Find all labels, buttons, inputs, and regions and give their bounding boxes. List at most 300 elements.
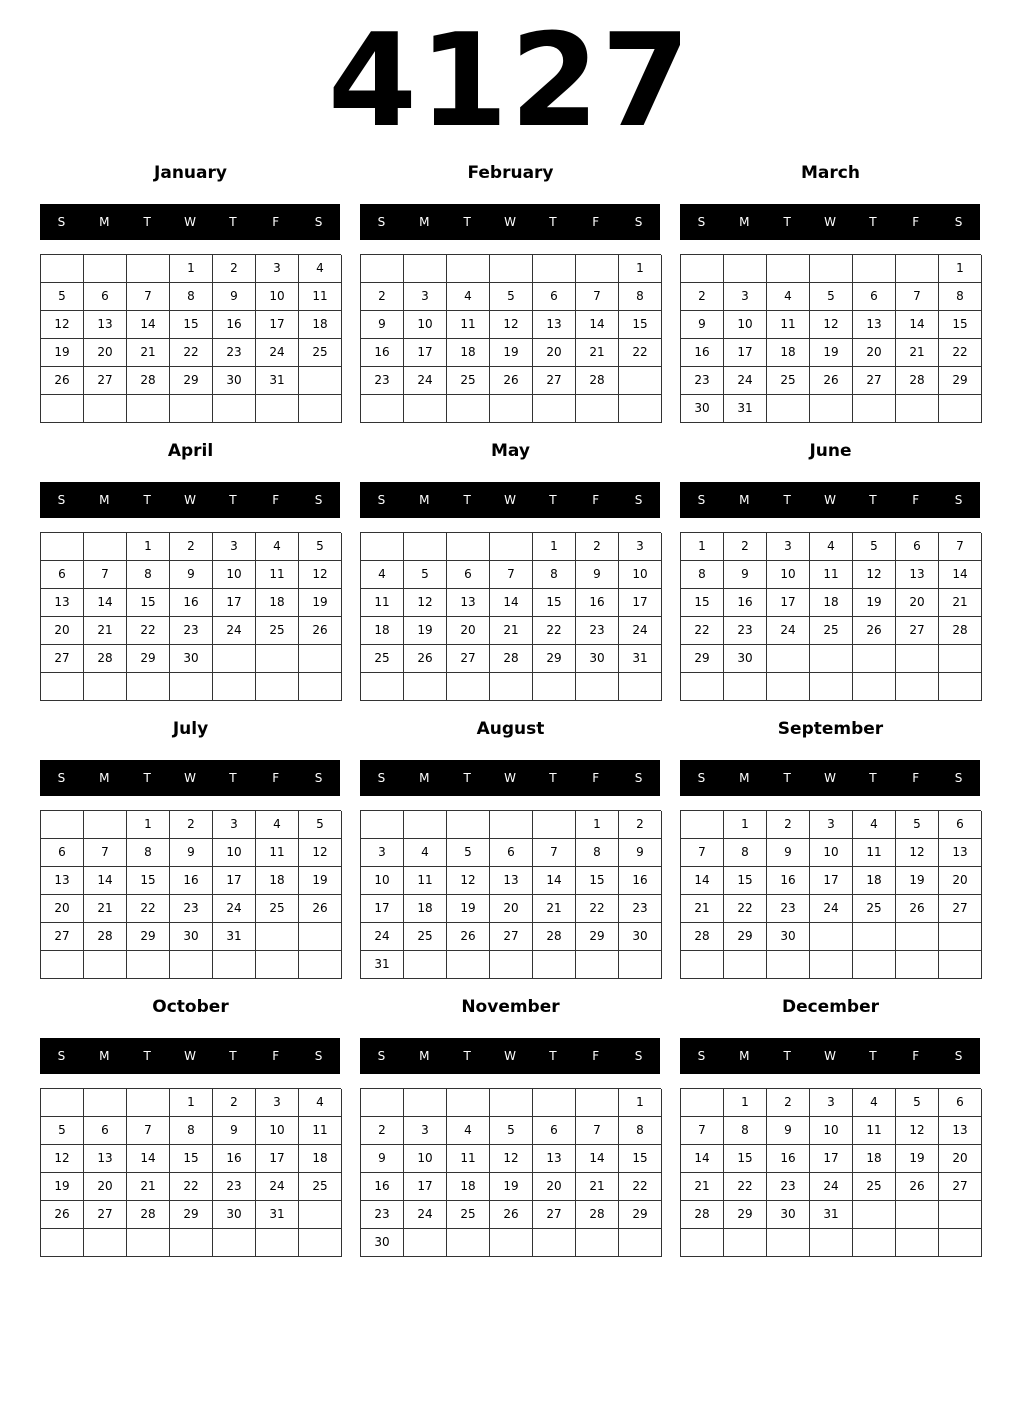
day-cell: 28 xyxy=(939,617,982,645)
day-cell: 30 xyxy=(724,645,767,673)
empty-day-cell xyxy=(490,533,533,561)
day-cell: 20 xyxy=(490,895,533,923)
day-cell: 25 xyxy=(256,895,299,923)
weekday-label: S xyxy=(57,215,66,229)
weekday-label: S xyxy=(377,1049,386,1063)
weekday-label: S xyxy=(377,215,386,229)
day-cell: 12 xyxy=(447,867,490,895)
empty-day-cell xyxy=(896,395,939,423)
day-cell: 6 xyxy=(490,839,533,867)
day-cell: 22 xyxy=(724,895,767,923)
weekday-label: S xyxy=(697,493,706,507)
day-grid xyxy=(360,810,661,979)
day-cell: 1 xyxy=(170,1089,213,1117)
empty-day-cell xyxy=(853,951,896,979)
empty-day-cell xyxy=(533,255,576,283)
day-cell: 27 xyxy=(41,645,84,673)
empty-day-cell xyxy=(490,1229,533,1257)
empty-day-cell xyxy=(576,1229,619,1257)
day-cell: 29 xyxy=(939,367,982,395)
day-cell: 20 xyxy=(84,1173,127,1201)
empty-day-cell xyxy=(84,673,127,701)
day-cell: 18 xyxy=(404,895,447,923)
day-cell: 31 xyxy=(810,1201,853,1229)
weekday-label: W xyxy=(824,215,836,229)
weekday-label: M xyxy=(99,771,110,785)
day-cell: 8 xyxy=(724,839,767,867)
day-cell: 9 xyxy=(170,561,213,589)
day-cell: 4 xyxy=(299,255,342,283)
empty-day-cell xyxy=(767,645,810,673)
weekday-label: W xyxy=(824,493,836,507)
day-cell: 12 xyxy=(896,839,939,867)
day-cell: 29 xyxy=(619,1201,662,1229)
day-cell: 19 xyxy=(490,1173,533,1201)
day-cell: 28 xyxy=(896,367,939,395)
weekday-label: M xyxy=(739,771,750,785)
day-cell: 3 xyxy=(404,1117,447,1145)
weekday-label: T xyxy=(463,1049,471,1063)
day-cell: 8 xyxy=(170,283,213,311)
day-cell: 9 xyxy=(361,311,404,339)
month-name: May xyxy=(491,441,530,461)
day-cell: 12 xyxy=(810,311,853,339)
day-cell: 1 xyxy=(127,533,170,561)
empty-day-cell xyxy=(256,1229,299,1257)
empty-day-cell xyxy=(404,1229,447,1257)
weekday-label: S xyxy=(954,771,963,785)
day-cell: 18 xyxy=(810,589,853,617)
day-cell: 1 xyxy=(619,255,662,283)
empty-day-cell xyxy=(84,1089,127,1117)
day-cell: 20 xyxy=(533,1173,576,1201)
day-cell: 5 xyxy=(853,533,896,561)
day-cell: 29 xyxy=(724,1201,767,1229)
day-cell: 9 xyxy=(619,839,662,867)
day-cell: 18 xyxy=(256,589,299,617)
day-cell: 5 xyxy=(404,561,447,589)
day-cell: 6 xyxy=(939,811,982,839)
empty-day-cell xyxy=(490,255,533,283)
day-cell: 22 xyxy=(681,617,724,645)
day-cell: 13 xyxy=(853,311,896,339)
empty-day-cell xyxy=(724,255,767,283)
day-cell: 26 xyxy=(41,1201,84,1229)
day-cell: 22 xyxy=(619,1173,662,1201)
day-cell: 6 xyxy=(84,283,127,311)
day-cell: 24 xyxy=(767,617,810,645)
day-cell: 21 xyxy=(84,617,127,645)
day-cell: 31 xyxy=(213,923,256,951)
weekday-label: T xyxy=(229,1049,237,1063)
day-cell: 7 xyxy=(939,533,982,561)
weekday-label: F xyxy=(912,1049,920,1063)
empty-day-cell xyxy=(127,951,170,979)
day-cell: 31 xyxy=(256,1201,299,1229)
day-cell: 22 xyxy=(939,339,982,367)
day-cell: 23 xyxy=(576,617,619,645)
weekday-header xyxy=(40,760,340,796)
empty-day-cell xyxy=(170,395,213,423)
empty-day-cell xyxy=(41,673,84,701)
day-cell: 23 xyxy=(724,617,767,645)
day-cell: 22 xyxy=(127,895,170,923)
day-cell: 7 xyxy=(576,283,619,311)
month-name: December xyxy=(781,997,880,1017)
day-cell: 15 xyxy=(127,867,170,895)
day-cell: 8 xyxy=(619,1117,662,1145)
empty-day-cell xyxy=(576,1089,619,1117)
day-cell: 25 xyxy=(853,895,896,923)
day-cell: 26 xyxy=(896,1173,939,1201)
day-cell: 4 xyxy=(256,533,299,561)
day-cell: 18 xyxy=(299,311,342,339)
day-cell: 15 xyxy=(619,311,662,339)
day-cell: 8 xyxy=(170,1117,213,1145)
day-cell: 26 xyxy=(853,617,896,645)
empty-day-cell xyxy=(447,1229,490,1257)
day-cell: 9 xyxy=(681,311,724,339)
empty-day-cell xyxy=(490,395,533,423)
day-cell: 24 xyxy=(404,1201,447,1229)
day-cell: 8 xyxy=(127,839,170,867)
day-cell: 6 xyxy=(533,1117,576,1145)
day-cell: 12 xyxy=(41,311,84,339)
day-cell: 2 xyxy=(170,533,213,561)
day-cell: 11 xyxy=(361,589,404,617)
empty-day-cell xyxy=(490,1089,533,1117)
empty-day-cell xyxy=(681,951,724,979)
day-cell: 26 xyxy=(41,367,84,395)
day-cell: 5 xyxy=(299,811,342,839)
weekday-label: S xyxy=(697,771,706,785)
weekday-label: M xyxy=(99,215,110,229)
day-cell: 4 xyxy=(299,1089,342,1117)
day-cell: 16 xyxy=(619,867,662,895)
day-cell: 14 xyxy=(490,589,533,617)
day-cell: 1 xyxy=(170,255,213,283)
day-cell: 11 xyxy=(853,839,896,867)
weekday-label: S xyxy=(954,1049,963,1063)
day-cell: 17 xyxy=(213,589,256,617)
day-cell: 3 xyxy=(404,283,447,311)
day-cell: 22 xyxy=(576,895,619,923)
weekday-label: T xyxy=(549,215,557,229)
day-cell: 16 xyxy=(213,311,256,339)
day-cell: 24 xyxy=(810,895,853,923)
day-cell: 16 xyxy=(170,867,213,895)
day-cell: 7 xyxy=(896,283,939,311)
weekday-label: S xyxy=(377,771,386,785)
day-cell: 10 xyxy=(404,311,447,339)
empty-day-cell xyxy=(299,951,342,979)
weekday-label: T xyxy=(463,215,471,229)
day-cell: 31 xyxy=(361,951,404,979)
weekday-header xyxy=(680,204,980,240)
weekday-label: W xyxy=(184,215,196,229)
day-cell: 14 xyxy=(681,1145,724,1173)
empty-day-cell xyxy=(170,1229,213,1257)
empty-day-cell xyxy=(213,645,256,673)
day-cell: 15 xyxy=(533,589,576,617)
day-cell: 13 xyxy=(533,311,576,339)
day-cell: 5 xyxy=(447,839,490,867)
day-cell: 21 xyxy=(490,617,533,645)
day-cell: 7 xyxy=(84,839,127,867)
empty-day-cell xyxy=(619,395,662,423)
day-cell: 7 xyxy=(84,561,127,589)
empty-day-cell xyxy=(299,923,342,951)
day-cell: 4 xyxy=(853,1089,896,1117)
day-cell: 14 xyxy=(127,311,170,339)
empty-day-cell xyxy=(84,533,127,561)
month-name: February xyxy=(467,163,554,183)
day-cell: 21 xyxy=(681,895,724,923)
empty-day-cell xyxy=(256,645,299,673)
day-cell: 6 xyxy=(447,561,490,589)
day-cell: 17 xyxy=(810,867,853,895)
weekday-label: W xyxy=(184,771,196,785)
day-cell: 13 xyxy=(939,1117,982,1145)
day-cell: 1 xyxy=(619,1089,662,1117)
day-cell: 21 xyxy=(127,339,170,367)
empty-day-cell xyxy=(404,1089,447,1117)
day-cell: 4 xyxy=(447,1117,490,1145)
day-grid xyxy=(680,254,981,423)
empty-day-cell xyxy=(299,1229,342,1257)
day-cell: 1 xyxy=(127,811,170,839)
empty-day-cell xyxy=(84,395,127,423)
day-cell: 15 xyxy=(681,589,724,617)
day-cell: 22 xyxy=(170,1173,213,1201)
empty-day-cell xyxy=(361,255,404,283)
empty-day-cell xyxy=(256,951,299,979)
day-cell: 29 xyxy=(576,923,619,951)
empty-day-cell xyxy=(853,255,896,283)
day-cell: 19 xyxy=(447,895,490,923)
empty-day-cell xyxy=(361,1089,404,1117)
weekday-label: T xyxy=(783,215,791,229)
day-cell: 8 xyxy=(576,839,619,867)
day-cell: 19 xyxy=(853,589,896,617)
day-cell: 26 xyxy=(299,895,342,923)
day-cell: 15 xyxy=(576,867,619,895)
day-cell: 8 xyxy=(533,561,576,589)
empty-day-cell xyxy=(939,673,982,701)
day-cell: 25 xyxy=(853,1173,896,1201)
day-cell: 23 xyxy=(213,339,256,367)
day-cell: 2 xyxy=(767,811,810,839)
day-cell: 1 xyxy=(576,811,619,839)
weekday-label: M xyxy=(419,1049,430,1063)
day-cell: 31 xyxy=(619,645,662,673)
day-cell: 27 xyxy=(939,1173,982,1201)
empty-day-cell xyxy=(576,255,619,283)
day-cell: 30 xyxy=(767,923,810,951)
day-cell: 28 xyxy=(681,1201,724,1229)
month-name: July xyxy=(172,719,209,739)
empty-day-cell xyxy=(767,951,810,979)
day-cell: 21 xyxy=(127,1173,170,1201)
day-cell: 4 xyxy=(404,839,447,867)
weekday-label: F xyxy=(912,771,920,785)
day-cell: 23 xyxy=(767,1173,810,1201)
weekday-label: M xyxy=(739,1049,750,1063)
weekday-label: T xyxy=(143,215,151,229)
day-cell: 21 xyxy=(84,895,127,923)
day-grid xyxy=(40,254,341,423)
day-cell: 9 xyxy=(767,839,810,867)
day-cell: 23 xyxy=(361,367,404,395)
day-cell: 24 xyxy=(213,617,256,645)
day-cell: 10 xyxy=(810,1117,853,1145)
day-cell: 20 xyxy=(447,617,490,645)
day-cell: 17 xyxy=(256,1145,299,1173)
weekday-label: S xyxy=(314,493,323,507)
day-cell: 24 xyxy=(256,1173,299,1201)
day-cell: 25 xyxy=(447,1201,490,1229)
day-cell: 22 xyxy=(127,617,170,645)
empty-day-cell xyxy=(619,1229,662,1257)
day-cell: 24 xyxy=(361,923,404,951)
empty-day-cell xyxy=(361,395,404,423)
weekday-label: T xyxy=(229,493,237,507)
day-grid xyxy=(680,1088,981,1257)
empty-day-cell xyxy=(127,1229,170,1257)
day-cell: 7 xyxy=(681,1117,724,1145)
day-cell: 4 xyxy=(256,811,299,839)
empty-day-cell xyxy=(84,1229,127,1257)
empty-day-cell xyxy=(84,811,127,839)
day-cell: 13 xyxy=(490,867,533,895)
day-cell: 10 xyxy=(213,839,256,867)
day-cell: 12 xyxy=(41,1145,84,1173)
day-cell: 30 xyxy=(213,367,256,395)
day-grid xyxy=(40,1088,341,1257)
empty-day-cell xyxy=(404,395,447,423)
month-name: August xyxy=(476,719,545,739)
day-cell: 30 xyxy=(681,395,724,423)
weekday-label: S xyxy=(634,493,643,507)
day-cell: 5 xyxy=(810,283,853,311)
weekday-header xyxy=(680,760,980,796)
day-cell: 18 xyxy=(447,339,490,367)
day-cell: 24 xyxy=(810,1173,853,1201)
empty-day-cell xyxy=(767,673,810,701)
empty-day-cell xyxy=(939,395,982,423)
day-cell: 10 xyxy=(724,311,767,339)
day-cell: 9 xyxy=(767,1117,810,1145)
weekday-header xyxy=(360,482,660,518)
day-cell: 14 xyxy=(84,867,127,895)
day-cell: 19 xyxy=(299,867,342,895)
day-cell: 9 xyxy=(213,1117,256,1145)
day-cell: 13 xyxy=(41,589,84,617)
empty-day-cell xyxy=(767,1229,810,1257)
weekday-label: S xyxy=(634,215,643,229)
weekday-label: T xyxy=(869,771,877,785)
day-cell: 20 xyxy=(84,339,127,367)
day-cell: 10 xyxy=(767,561,810,589)
day-cell: 7 xyxy=(533,839,576,867)
weekday-label: W xyxy=(824,771,836,785)
day-cell: 6 xyxy=(896,533,939,561)
day-cell: 25 xyxy=(299,339,342,367)
empty-day-cell xyxy=(853,923,896,951)
weekday-label: T xyxy=(229,771,237,785)
day-cell: 13 xyxy=(84,1145,127,1173)
day-cell: 30 xyxy=(361,1229,404,1257)
day-grid xyxy=(40,810,341,979)
day-cell: 12 xyxy=(853,561,896,589)
weekday-label: T xyxy=(229,215,237,229)
day-cell: 16 xyxy=(724,589,767,617)
empty-day-cell xyxy=(41,255,84,283)
day-cell: 9 xyxy=(170,839,213,867)
day-cell: 9 xyxy=(724,561,767,589)
day-cell: 24 xyxy=(256,339,299,367)
day-cell: 11 xyxy=(299,283,342,311)
weekday-header xyxy=(40,482,340,518)
day-cell: 10 xyxy=(256,1117,299,1145)
empty-day-cell xyxy=(810,255,853,283)
empty-day-cell xyxy=(41,395,84,423)
day-cell: 2 xyxy=(213,1089,256,1117)
day-grid xyxy=(360,1088,661,1257)
day-cell: 24 xyxy=(724,367,767,395)
day-cell: 23 xyxy=(170,617,213,645)
day-cell: 19 xyxy=(299,589,342,617)
day-cell: 14 xyxy=(939,561,982,589)
empty-day-cell xyxy=(576,951,619,979)
empty-day-cell xyxy=(404,673,447,701)
weekday-label: M xyxy=(419,771,430,785)
day-cell: 13 xyxy=(896,561,939,589)
empty-day-cell xyxy=(127,395,170,423)
weekday-label: M xyxy=(739,493,750,507)
day-cell: 17 xyxy=(404,339,447,367)
weekday-label: M xyxy=(99,1049,110,1063)
empty-day-cell xyxy=(810,1229,853,1257)
day-cell: 25 xyxy=(256,617,299,645)
weekday-label: S xyxy=(954,215,963,229)
day-cell: 27 xyxy=(490,923,533,951)
empty-day-cell xyxy=(213,395,256,423)
day-cell: 9 xyxy=(213,283,256,311)
day-cell: 11 xyxy=(853,1117,896,1145)
empty-day-cell xyxy=(896,923,939,951)
weekday-label: T xyxy=(783,493,791,507)
day-cell: 23 xyxy=(619,895,662,923)
day-cell: 1 xyxy=(533,533,576,561)
day-cell: 23 xyxy=(767,895,810,923)
weekday-label: F xyxy=(592,215,600,229)
weekday-header xyxy=(680,1038,980,1074)
day-cell: 29 xyxy=(681,645,724,673)
day-cell: 19 xyxy=(896,1145,939,1173)
day-cell: 12 xyxy=(404,589,447,617)
weekday-label: T xyxy=(143,771,151,785)
day-cell: 4 xyxy=(810,533,853,561)
month-name: April xyxy=(167,441,214,461)
day-cell: 10 xyxy=(810,839,853,867)
day-cell: 15 xyxy=(127,589,170,617)
day-cell: 30 xyxy=(767,1201,810,1229)
day-cell: 15 xyxy=(724,1145,767,1173)
empty-day-cell xyxy=(896,645,939,673)
day-cell: 17 xyxy=(256,311,299,339)
day-cell: 14 xyxy=(576,1145,619,1173)
